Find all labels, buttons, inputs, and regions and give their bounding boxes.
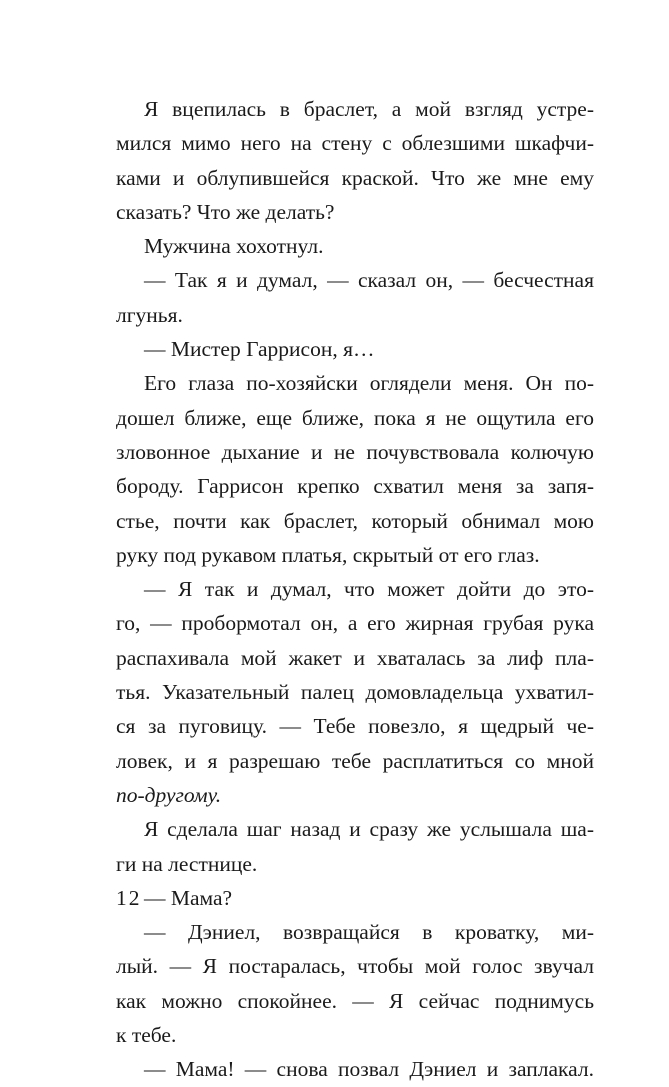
text-line: лгунья. <box>116 302 183 327</box>
text-line: ги на лестнице. <box>116 851 258 876</box>
text-line: сказать? Что же делать? <box>116 199 335 224</box>
text-line: ками и облупившейся краской. Что же мне ему <box>116 165 594 190</box>
body-text <box>116 92 594 1087</box>
text-line: лый. — Я постаралась, чтобы мой голос звучал <box>116 954 594 979</box>
text-line: зловонное дыхание и не почувствовала колючую <box>116 439 594 464</box>
text-line: руку под рукавом платья, скрытый от его глаз. <box>116 542 540 567</box>
text-line: — Мама? <box>144 885 233 910</box>
text-line: — Дэниел, возвращайся в кроватку, ми- <box>144 920 594 945</box>
text-line: тья. Указательный палец домовладельца ухватил- <box>116 680 594 705</box>
text-line: — Мама! — снова позвал Дэниел и заплакал. <box>144 1057 594 1082</box>
text-line: — Так я и думал, — сказал он, — бесчестная <box>144 268 594 293</box>
text-line: ся за пуговицу. — Тебе повезло, я щедрый че- <box>116 714 594 739</box>
text-line: ловек, и я разрешаю тебе расплатиться со мной <box>116 748 594 773</box>
text-line: мился мимо него на стену с облезшими шкафчи- <box>116 131 594 156</box>
text-line: Его глаза по-хозяйски оглядели меня. Он по- <box>144 371 594 396</box>
text-line <box>116 778 594 812</box>
italic-text: по-другому. <box>116 782 222 807</box>
text-line: стье, почти как браслет, который обнимал мою <box>116 508 594 533</box>
page-number: 12 <box>116 886 142 910</box>
text-line: как можно спокойнее. — Я сейчас поднимусь <box>116 988 594 1013</box>
text-line: — Мистер Гаррисон, я… <box>144 337 375 362</box>
text-line: Я сделала шаг назад и сразу же услышала ша- <box>144 817 594 842</box>
text-line: — Я так и думал, что может дойти до это- <box>144 577 594 602</box>
text-line: к тебе. <box>116 1023 177 1048</box>
text-line: Мужчина хохотнул. <box>144 234 324 259</box>
text-line: Я вцепилась в браслет, а мой взгляд устре- <box>144 97 594 121</box>
text-line: го, — пробормотал он, а его жирная грубая рука <box>116 611 594 636</box>
text-line: распахивала мой жакет и хваталась за лиф пла- <box>116 645 594 670</box>
text-line: дошел ближе, еще ближе, пока я не ощутила его <box>116 405 594 430</box>
text-line: бороду. Гаррисон крепко схватил меня за запя- <box>116 474 594 499</box>
